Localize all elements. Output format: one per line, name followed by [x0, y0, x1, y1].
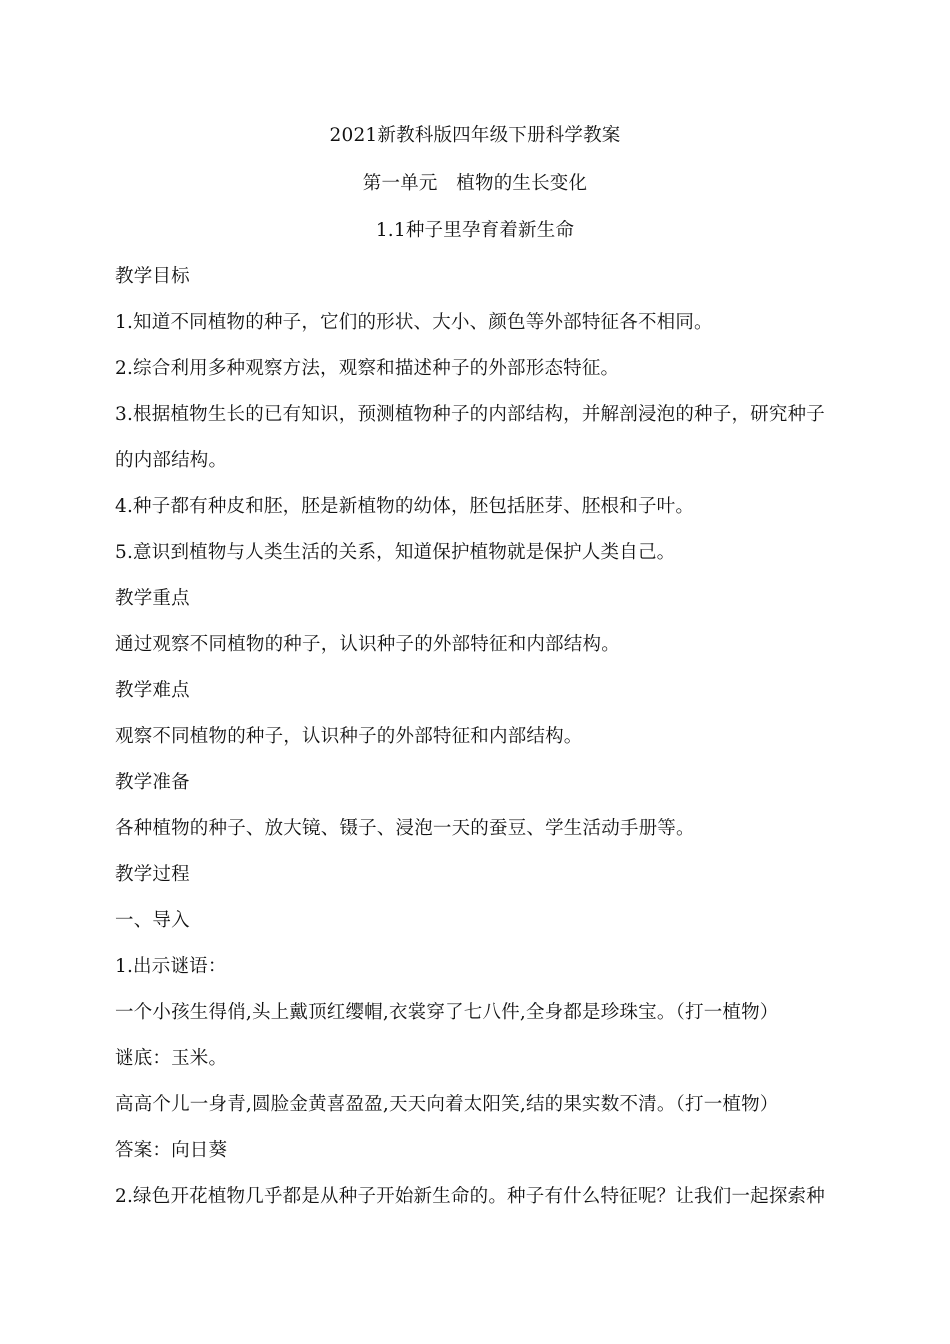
- step-2: 2.绿色开花植物几乎都是从种子开始新生命的。种子有什么特征呢？让我们一起探索种: [115, 1186, 825, 1207]
- riddle-2: 高高个儿一身青,圆脸金黄喜盈盈,天天向着太阳笑,结的果实数不清。（打一植物）: [115, 1094, 779, 1115]
- goal-item-3-continued: 的内部结构。: [115, 450, 228, 471]
- unit-title: 第一单元 植物的生长变化: [362, 173, 588, 194]
- riddle-1: 一个小孩生得俏,头上戴顶红缨帽,衣裳穿了七八件,全身都是珍珠宝。（打一植物）: [115, 1002, 779, 1023]
- difficulty-text: 观察不同植物的种子，认识种子的外部特征和内部结构。: [115, 726, 583, 747]
- goal-item-1: 1.知道不同植物的种子，它们的形状、大小、颜色等外部特征各不相同。: [115, 312, 713, 333]
- goal-item-5: 5.意识到植物与人类生活的关系，知道保护植物就是保护人类自己。: [115, 542, 676, 563]
- preparation-text: 各种植物的种子、放大镜、镊子、浸泡一天的蚕豆、学生活动手册等。: [115, 818, 695, 839]
- goal-item-4: 4.种子都有种皮和胚，胚是新植物的幼体，胚包括胚芽、胚根和子叶。: [115, 496, 695, 517]
- key-points-text: 通过观察不同植物的种子，认识种子的外部特征和内部结构。: [115, 634, 620, 655]
- goals-heading: 教学目标: [115, 266, 190, 287]
- lesson-title: 1.1种子里孕育着新生命: [375, 220, 575, 241]
- document-title: 2021新教科版四年级下册科学教案: [329, 125, 621, 146]
- goal-item-3: 3.根据植物生长的已有知识，预测植物种子的内部结构，并解剖浸泡的种子，研究种子: [115, 404, 825, 425]
- process-heading: 教学过程: [115, 864, 190, 885]
- step-1: 1.出示谜语：: [115, 956, 227, 977]
- riddle-2-answer: 答案：向日葵: [115, 1140, 228, 1161]
- preparation-heading: 教学准备: [115, 772, 190, 793]
- section-intro-heading: 一、导入: [115, 910, 190, 931]
- goal-item-2: 2.综合利用多种观察方法，观察和描述种子的外部形态特征。: [115, 358, 620, 379]
- difficulty-heading: 教学难点: [115, 680, 190, 701]
- riddle-1-answer: 谜底：玉米。: [115, 1048, 228, 1069]
- key-points-heading: 教学重点: [115, 588, 190, 609]
